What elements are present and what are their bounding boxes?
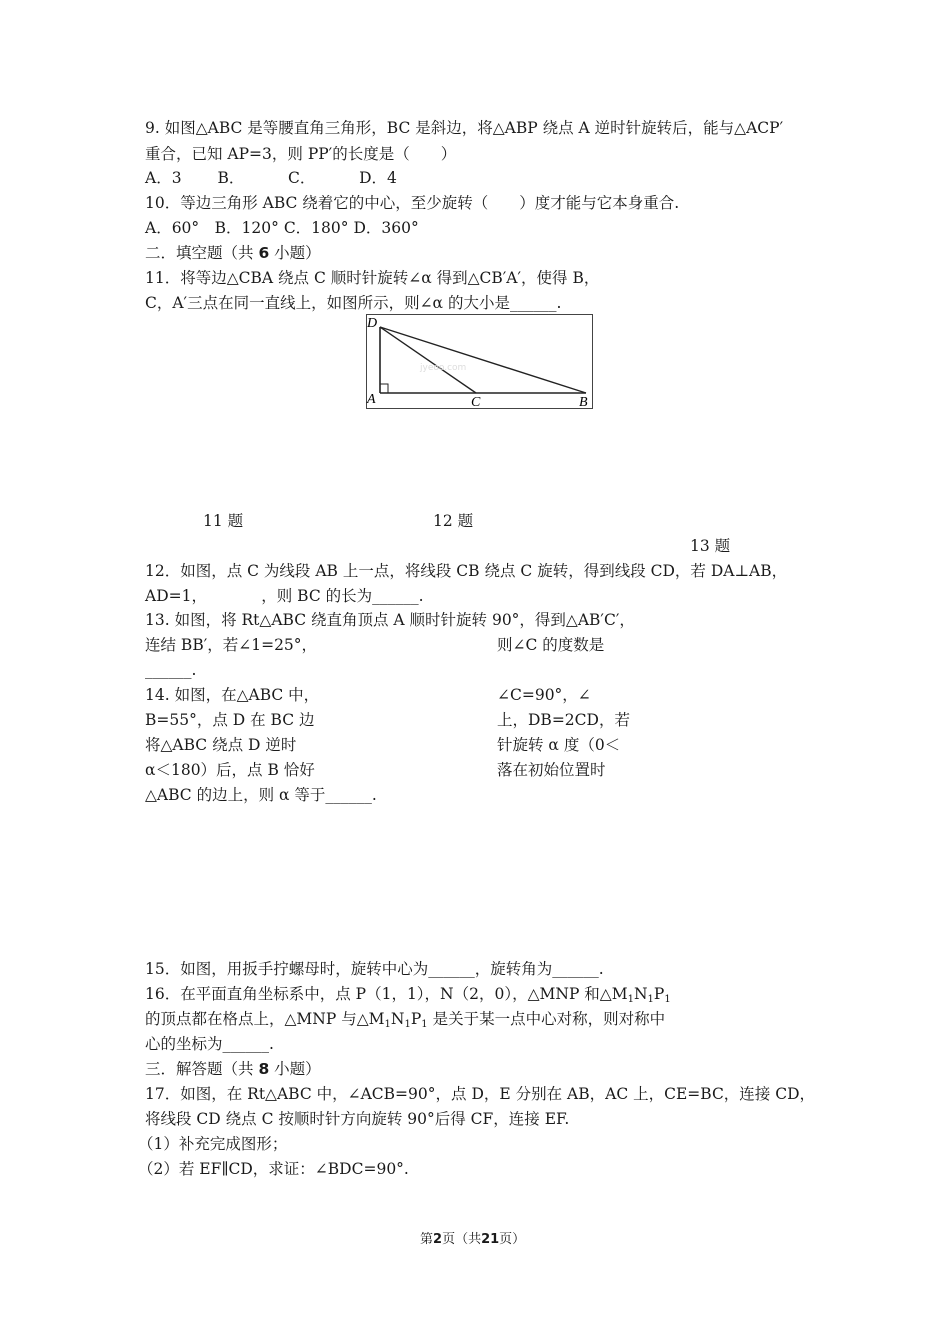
- q9-line2: 重合，已知 AP=3，则 PP′的长度是（ ）: [145, 145, 457, 163]
- q11-line2: C，A′三点在同一直线上，如图所示，则∠α 的大小是______.: [145, 294, 562, 312]
- q14-left-line4: α＜180）后，点 B 恰好: [145, 761, 315, 779]
- q13-line2-left: 连结 BB′，若∠1=25°，: [145, 636, 318, 654]
- q16-line2: 的顶点都在格点上，△MNP 与$\triangle M_1N_1P_1$ 是关于某一点中心对称，则对称中: [145, 1010, 666, 1030]
- segment-DC: [380, 327, 476, 393]
- q14-right-line3: 针旋转 α 度（0＜: [497, 736, 621, 754]
- q14-left-line1: 14. 如图，在△ABC 中，: [145, 686, 320, 704]
- q14-right-line4: 落在初始位置时: [497, 761, 606, 779]
- q13-line3: ______.: [145, 661, 197, 679]
- segment-DB: [380, 327, 586, 393]
- section-heading-fill-in: 二．填空题（共 6 小题）: [145, 244, 321, 262]
- right-angle-mark: [380, 384, 388, 393]
- q10-line1: 10．等边三角形 ABC 绕着它的中心，至少旋转（ ）度才能与它本身重合.: [145, 194, 680, 212]
- q16-line1: 16．在平面直角坐标系中，点 P（1，1），N（2，0），△MNP 和$\triangle M_1N_1P_1$: [145, 985, 671, 1005]
- q14-left-line2: B=55°，点 D 在 BC 边: [145, 711, 315, 729]
- q17-line2: 将线段 CD 绕点 C 按顺时针方向旋转 90°后得 CF，连接 EF.: [145, 1110, 570, 1128]
- q17-part2: （2）若 EF∥CD，求证：∠BDC=90°.: [138, 1160, 409, 1178]
- q14-left-line3: 将△ABC 绕点 D 逆时: [145, 736, 297, 754]
- caption-12: 12 题: [433, 512, 474, 530]
- q16-line3: 心的坐标为______.: [145, 1035, 274, 1053]
- q14-right-line2: 上，DB=2CD，若: [497, 711, 630, 729]
- label-A: A: [367, 392, 376, 407]
- q9-line1: 9. 如图△ABC 是等腰直角三角形，BC 是斜边，将△ABP 绕点 A 逆时针旋转后，能与△ACP′: [145, 119, 784, 137]
- q12-line2: AD=1， ，则 BC 的长为______.: [145, 587, 424, 605]
- section-question-count: 8: [258, 1060, 270, 1078]
- page-footer: 第2页（共21页）: [420, 1232, 526, 1247]
- caption-11: 11 题: [203, 512, 244, 530]
- figure-watermark: jyeoo.com: [420, 363, 467, 373]
- q12-line1: 12．如图，点 C 为线段 AB 上一点，将线段 CB 绕点 C 旋转，得到线段 CD，若 DA⊥AB，: [145, 562, 788, 580]
- q17-part1: （1）补充完成图形；: [138, 1135, 288, 1153]
- page-number: 2: [433, 1232, 443, 1247]
- total-pages: 21: [481, 1232, 500, 1247]
- label-B: B: [579, 395, 588, 410]
- section-heading-answer: 三．解答题（共 8 小题）: [145, 1060, 321, 1078]
- q14-right-line1: ∠C=90°，∠: [497, 686, 591, 704]
- q14-left-line5: △ABC 的边上，则 α 等于______.: [145, 786, 377, 804]
- q15-text: 15．如图，用扳手拧螺母时，旋转中心为______，旋转角为______.: [145, 960, 604, 978]
- caption-13: 13 题: [690, 537, 731, 555]
- q11-line1: 11．将等边△CBA 绕点 C 顺时针旋转∠α 得到△CB′A′，使得 B，: [145, 269, 600, 287]
- label-C: C: [471, 395, 481, 410]
- label-D: D: [367, 316, 378, 331]
- q17-line1: 17．如图，在 Rt△ABC 中，∠ACB=90°，点 D，E 分别在 AB，AC 上，CE=BC，连接 CD，: [145, 1085, 816, 1103]
- q10-options: A．60° B．120° C．180° D．360°: [145, 219, 419, 237]
- q13-line2-right: 则∠C 的度数是: [497, 636, 605, 654]
- q9-options: A．3 B． C． D．4: [145, 169, 397, 187]
- section-question-count: 6: [258, 244, 270, 262]
- q13-line1: 13. 如图，将 Rt△ABC 绕直角顶点 A 顺时针旋转 90°，得到△AB′C′，: [145, 611, 635, 629]
- triangle-figure: [366, 314, 594, 410]
